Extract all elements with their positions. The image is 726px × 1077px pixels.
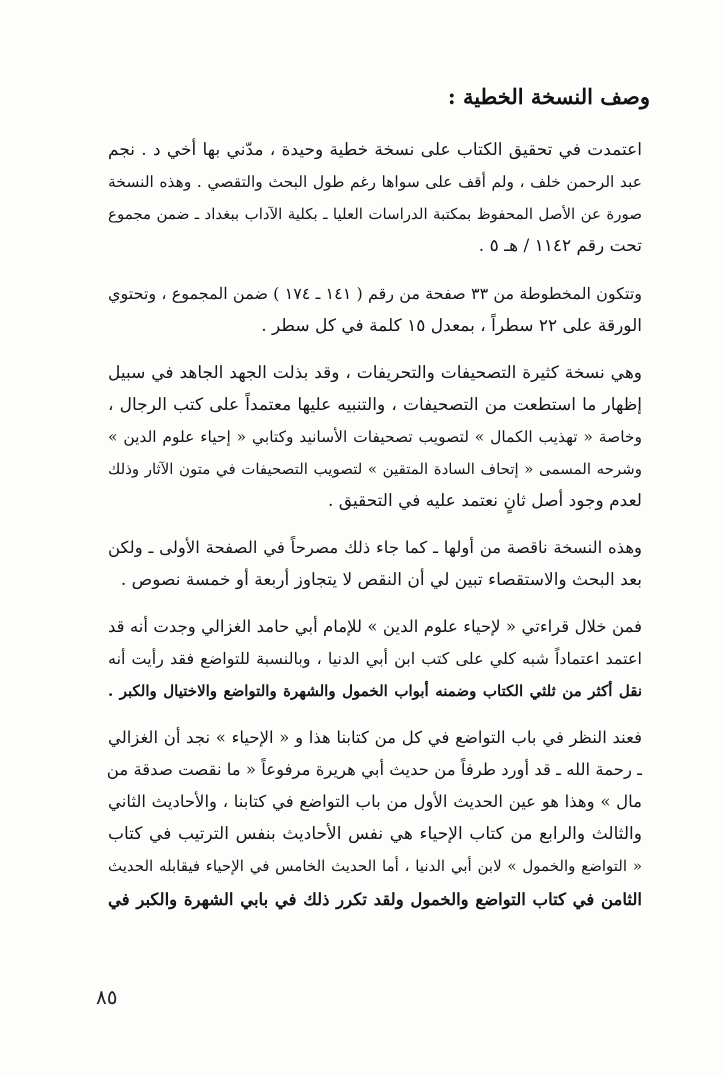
section-heading: وصف النسخة الخطية :: [447, 84, 650, 109]
text-line: نقل أكثر من ثلثي الكتاب وضمنه أبواب الخمول والشهرة والتواضع والاختيال والكبر .: [108, 682, 642, 700]
text-line: مال » وهذا هو عين الحديث الأول من باب التواضع في كتابنا ، والأحاديث الثاني: [108, 792, 642, 811]
text-line: الثامن في كتاب التواضع والخمول ولقد تكرر ذلك في بابي الشهرة والكبر في: [108, 890, 642, 909]
text-line: فعند النظر في باب التواضع في كل من كتابنا هذا و « الإحياء » نجد أن الغزالي: [108, 728, 642, 747]
text-line: الورقة على ٢٢ سطراً ، بمعدل ١٥ كلمة في كل سطر .: [261, 316, 642, 336]
text-line: إظهار ما استطعت من التصحيفات ، والتنبيه عليها معتمداً على كتب الرجال ،: [108, 395, 642, 415]
text-line: وشرحه المسمى « إتحاف السادة المتقين » لتصويب التصحيفات في متون الآثار وذلك: [108, 460, 642, 478]
text-line: بعد البحث والاستقصاء تبين لي أن النقص لا يتجاوز أربعة أو خمسة نصوص .: [120, 570, 642, 590]
text-line: عبد الرحمن خلف ، ولم أقف على سواها رغم طول البحث والتقصي . وهذه النسخة: [108, 173, 642, 191]
text-line: اعتمد اعتماداً شبه كلي على كتب ابن أبي الدنيا ، وبالنسبة للتواضع فقد رأيت أنه: [108, 649, 642, 668]
page-number: ٨٥: [96, 985, 118, 1009]
text-line: ـ رحمة الله ـ قد أورد طرفاً من حديث أبي هريرة مرفوعاً « ما نقصت صدقة من: [106, 760, 642, 779]
text-line: لعدم وجود أصل ثانٍ نعتمد عليه في التحقيق .: [327, 491, 642, 511]
text-line: وخاصة « تهذيب الكمال » لتصويب تصحيفات الأسانيد وكتابي « إحياء علوم الدين »: [108, 428, 642, 446]
text-line: « التواضع والخمول » لابن أبي الدنيا ، أما الحديث الخامس في الإحياء فيقابله الحديث: [108, 857, 642, 875]
text-line: اعتمدت في تحقيق الكتاب على نسخة خطية وحيدة ، مدّني بها أخي د . نجم: [108, 140, 642, 160]
text-line: صورة عن الأصل المحفوظ بمكتبة الدراسات العليا ـ بكلية الآداب ببغداد ـ ضمن مجموع: [108, 205, 642, 223]
text-line: وتتكون المخطوطة من ٣٣ صفحة من رقم ( ١٤١ ـ ١٧٤ ) ضمن المجموع ، وتحتوي: [108, 284, 643, 303]
text-line: فمن خلال قراءتي « لإحياء علوم الدين » للإمام أبي حامد الغزالي وجدت أنه قد: [108, 617, 642, 636]
text-line: وهي نسخة كثيرة التصحيفات والتحريفات ، وقد بذلت الجهد الجاهد في سبيل: [108, 363, 642, 383]
text-line: والثالث والرابع من كتاب الإحياء هي نفس الأحاديث بنفس الترتيب في كتاب: [108, 824, 642, 844]
text-line: وهذه النسخة ناقصة من أولها ـ كما جاء ذلك مصرحاً في الصفحة الأولى ـ ولكن: [108, 538, 642, 557]
text-line: تحت رقم ١١٤٢ / هـ ٥ .: [478, 236, 642, 256]
